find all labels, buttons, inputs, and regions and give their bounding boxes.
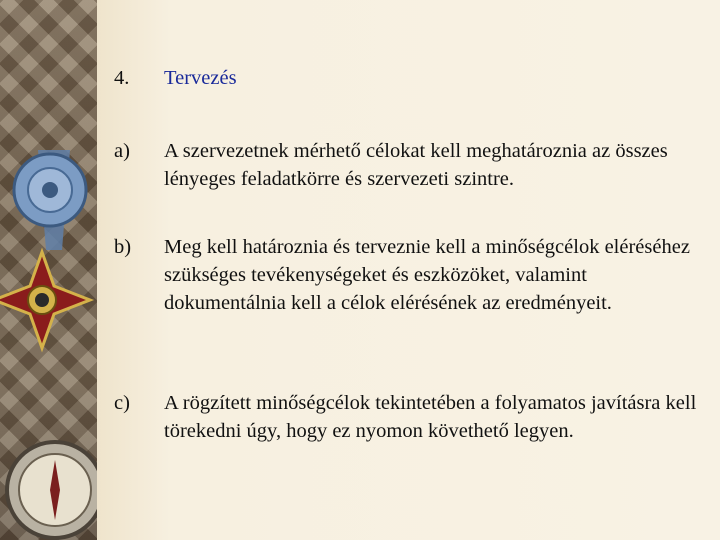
- item-text: Meg kell határoznia és terveznie kell a minőségcélok eléréséhez szükséges tevékenységeket és eszközöket, valamint dokumentálnia kell a célok elérésének az eredményeit.: [164, 236, 690, 314]
- heading-number: 4.: [114, 67, 130, 89]
- heading-title: Tervezés: [164, 67, 237, 89]
- slide-content: [97, 0, 720, 540]
- item-marker: c): [114, 392, 130, 414]
- item-marker: a): [114, 140, 130, 162]
- item-text: A szervezetnek mérhető célokat kell meghatároznia az összes lényeges feladatkörre és szervezeti szintre.: [164, 140, 668, 190]
- item-text: A rögzített minőségcélok tekintetében a folyamatos javításra kell törekedni úgy, hogy ez nyomon követhető legyen.: [164, 392, 697, 442]
- cross-medal-shape: [0, 252, 90, 348]
- decorative-medal-image: [0, 0, 97, 540]
- item-marker: b): [114, 236, 132, 258]
- compass-shape: [7, 442, 97, 538]
